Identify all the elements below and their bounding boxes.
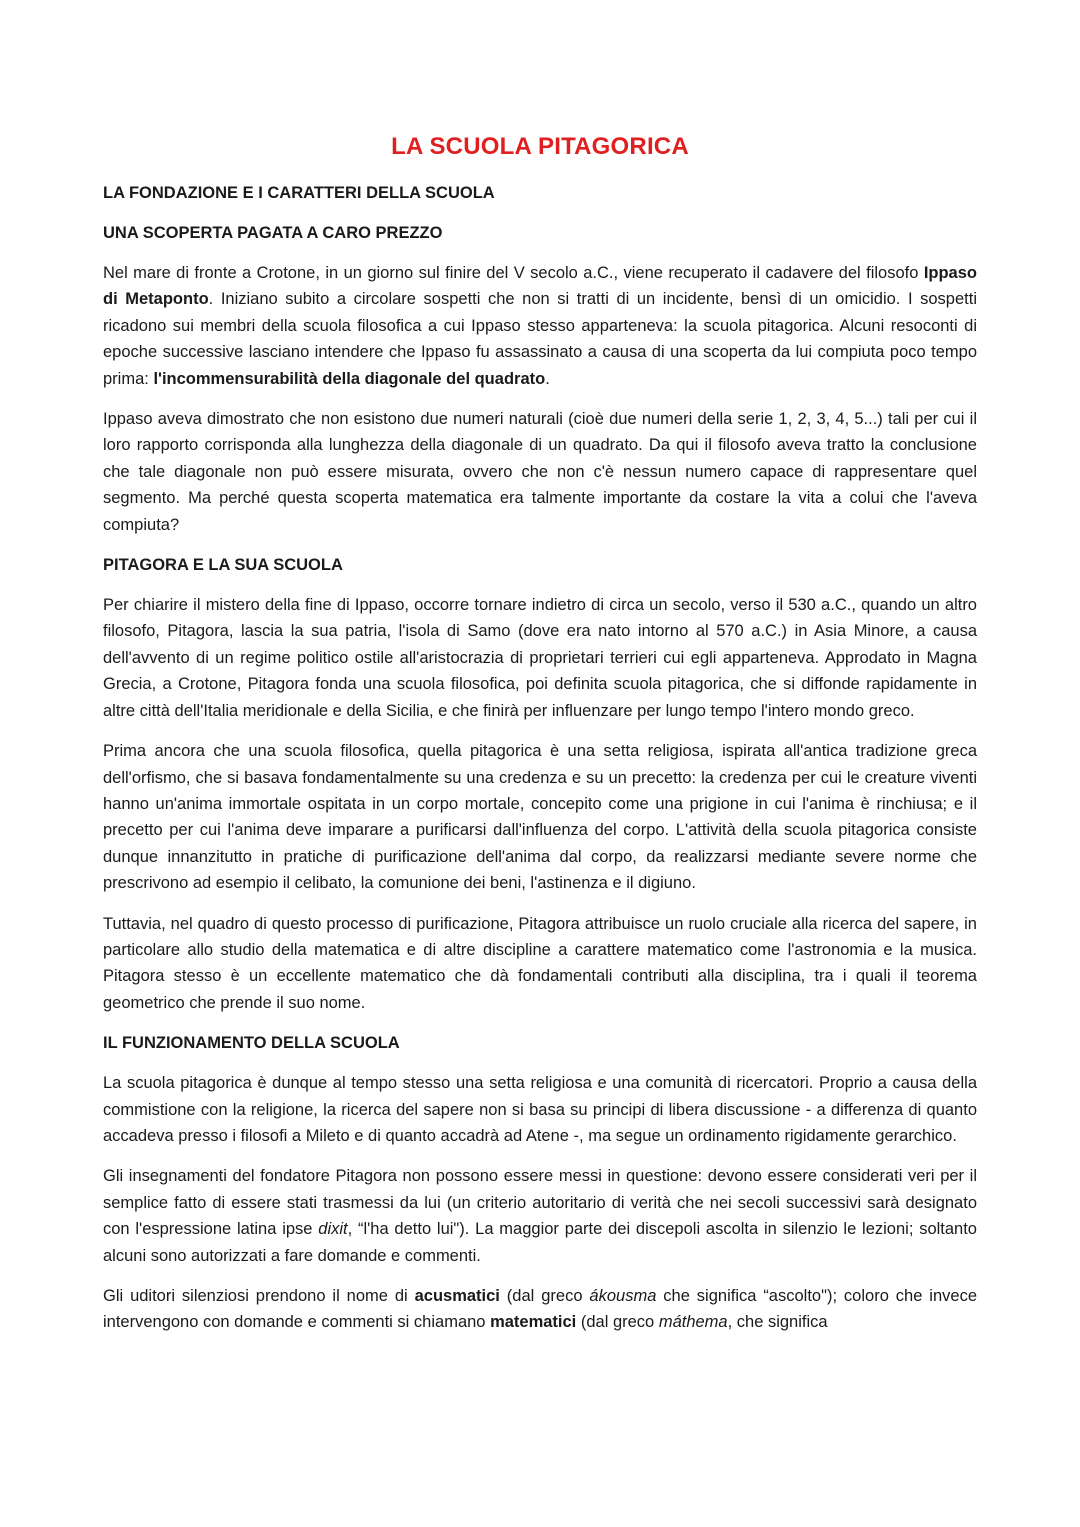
paragraph-dimostrazione: Ippaso aveva dimostrato che non esistono due numeri naturali (cioè due numeri della serie 1, 2, 3, 4, 5...) tali per cui il loro rapporto corrisponda alla lunghezza della diagonale di un quadrato. Da qui il filosofo aveva tratto la conclusione che tale diagonale non può essere misurata, ovvero che non c'è nessun numero capace di rappresentare quel segmento. Ma perché questa scoperta matematica era talmente importante da costare la vita a colui che l'aveva compiuta? xyxy=(103,410,977,534)
text-run: , “l'ha detto lui"). La maggior parte dei discepoli ascolta in silenzio le lezioni; soltanto alcuni sono autorizzati a fare domande e commenti. xyxy=(103,1220,977,1265)
subsection-heading-scoperta: UNA SCOPERTA PAGATA A CARO PREZZO xyxy=(103,224,443,242)
text-run: (dal greco xyxy=(576,1313,659,1332)
paragraph-pitagora-samo: Per chiarire il mistero della fine di Ippaso, occorre tornare indietro di circa un secolo, verso il 530 a.C., quando un altro filosofo, Pitagora, lascia la sua patria, l'isola di Samo (dove era nato intorno al 570 a.C.) in Asia Minore, a causa dell'avvento di un regime politico ostile all'aristocrazia di proprietari terrieri cui egli apparteneva. Approdato in Magna Grecia, a Crotone, Pitagora fonda una scuola filosofica, poi definita scuola pitagorica, che si diffonde rapidamente in altre città dell'Italia meridionale e della Sicilia, e che finirà per influenzare per lungo tempo l'intero mondo greco. xyxy=(103,596,977,720)
bold-term-acusmatici: acusmatici xyxy=(414,1287,500,1305)
text-run: che significa “ascolto"); coloro che invece intervengono con domande e commenti si chiamano xyxy=(103,1287,977,1332)
paragraph-ippaso xyxy=(103,260,977,392)
paragraph-ipse-dixit xyxy=(103,1163,977,1269)
text-run: (dal greco xyxy=(499,1287,590,1305)
text-run: Gli uditori silenziosi prendono il nome di xyxy=(103,1287,415,1305)
bold-term-incommensurabilita: l'incommensurabilità della diagonale del quadrato xyxy=(153,369,546,388)
bold-term-matematici: matematici xyxy=(490,1313,577,1332)
text-run: , che significa xyxy=(727,1313,828,1332)
text-run: . xyxy=(545,369,550,388)
paragraph-setta-religiosa: Prima ancora che una scuola filosofica, quella pitagorica è una setta religiosa, ispirata all'antica tradizione greca dell'orfismo, che si basava fondamentalmente su una credenza e su un precetto: la credenza per cui le creature viventi hanno un'anima immortale ospitata in un corpo mortale, concepito come una prigione in cui l'anima è rinchiusa; e il precetto per cui l'anima deve imparare a purificarsi dall'influenza del corpo. L'attività della scuola pitagorica consiste dunque innanzitutto in pratiche di purificazione dell'anima dal corpo, da realizzarsi mediante severe norme che prescrivono ad esempio il celibato, la comunione dei beni, l'astinenza e il digiuno. xyxy=(103,742,977,893)
paragraph-acusmatici xyxy=(103,1283,977,1336)
section-heading: LA FONDAZIONE E I CARATTERI DELLA SCUOLA xyxy=(103,184,495,202)
text-run: Nel mare di fronte a Crotone, in un giorno sul finire del V secolo a.C., viene recuperato il cadavere del filosofo xyxy=(103,264,924,282)
paragraph-comunita: La scuola pitagorica è dunque al tempo stesso una setta religiosa e una comunità di ricercatori. Proprio a causa della commistione con la religione, la ricerca del sapere non si basa su principi di libera discussione - a differenza di quanto accadeva presso i filosofi a Mileto e di quanto accadrà ad Atene -, ma segue un ordinamento rigidamente gerarchico. xyxy=(103,1074,977,1145)
text-run: . Iniziano subito a circolare sospetti che non si tratti di un incidente, bensì di un omicidio. I sospetti ricadono sui membri della scuola filosofica a cui Ippaso stesso apparteneva: la scuola pitagorica. Alcuni resoconti di epoche successive lasciano intendere che Ippaso fu assassinato a causa di una scoperta da lui compiuta poco tempo prima: xyxy=(103,290,977,388)
italic-term-akousma: ákousma xyxy=(589,1287,657,1305)
document-page xyxy=(103,130,977,1336)
paragraph-matematica: Tuttavia, nel quadro di questo processo di purificazione, Pitagora attribuisce un ruolo cruciale alla ricerca del sapere, in particolare allo studio della matematica e di altre discipline a carattere matematico come l'astronomia e la musica. Pitagora stesso è un eccellente matematico che dà fondamentali contributi alla disciplina, tra i quali il teorema geometrico che prende il suo nome. xyxy=(103,914,977,1012)
italic-term-mathema: máthema xyxy=(658,1313,728,1332)
bold-term-ippaso: Ippaso di Metaponto xyxy=(103,264,977,309)
subsection-heading-pitagora: PITAGORA E LA SUA SCUOLA xyxy=(103,556,343,575)
text-run: Gli insegnamenti del fondatore Pitagora non possono essere messi in questione: devono essere considerati veri per il semplice fatto di essere stati trasmessi da lui (un criterio autoritario di verità che nei secoli successivi sarà designato con l'espressione latina ipse xyxy=(103,1167,977,1239)
document-title: LA SCUOLA PITAGORICA xyxy=(391,133,689,160)
subsection-heading-funzionamento: IL FUNZIONAMENTO DELLA SCUOLA xyxy=(103,1034,400,1053)
italic-term-dixit: dixit xyxy=(318,1220,348,1239)
